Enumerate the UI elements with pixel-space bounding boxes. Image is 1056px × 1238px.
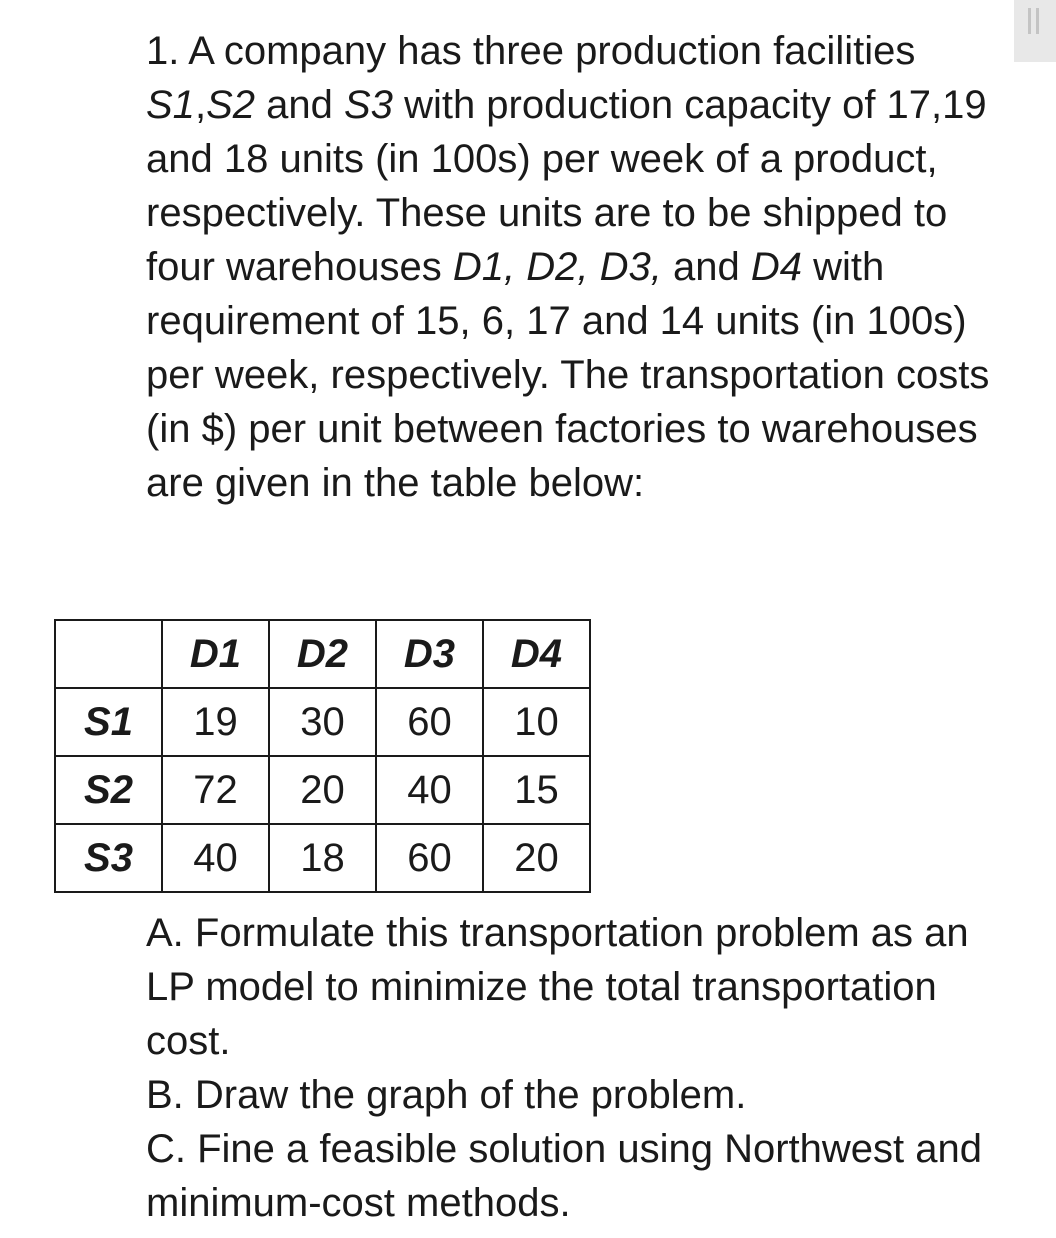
table-cell: 10 <box>483 688 590 756</box>
table-cell: 72 <box>162 756 269 824</box>
table-cell: 40 <box>162 824 269 892</box>
table-cell: 15 <box>483 756 590 824</box>
problem-statement: 1. A company has three production facilities S1,S2 and S3 with production capacity of 17,19 and 18 units (in 100s) per week of a product, respectively. These units are to be shipped to four warehouses D1, D2, D3, and D4 with requirement of 15, 6, 17 and 14 units (in 100s) per week, respectively. The transportation costs (in $) per unit between factories to warehouses are given in the table below: <box>146 29 990 505</box>
facility-s2: S2 <box>206 83 255 127</box>
facility-s3: S3 <box>344 83 393 127</box>
table-corner-cell <box>55 620 162 688</box>
column-header: D2 <box>269 620 376 688</box>
column-header: D1 <box>162 620 269 688</box>
table-cell: 60 <box>376 688 483 756</box>
table-cell: 60 <box>376 824 483 892</box>
cost-table <box>54 619 591 893</box>
row-header: S1 <box>55 688 162 756</box>
grip-line <box>1036 8 1039 34</box>
table-cell: 18 <box>269 824 376 892</box>
problem-number: 1. <box>146 29 180 73</box>
column-header: D4 <box>483 620 590 688</box>
table-cell: 20 <box>483 824 590 892</box>
table-row <box>55 688 590 756</box>
warehouse-d3: D3, <box>599 245 662 289</box>
warehouse-d4: D4 <box>750 245 802 289</box>
table-row <box>55 824 590 892</box>
question-c: C. Fine a feasible solution using Northwest and minimum-cost methods. <box>146 1127 983 1225</box>
grip-line <box>1028 8 1031 34</box>
question-a: A. Formulate this transportation problem as an LP model to minimize the total transportation cost. <box>146 911 969 1063</box>
question-b: B. Draw the graph of the problem. <box>146 1073 747 1117</box>
facility-s1: S1 <box>146 83 195 127</box>
row-header: S3 <box>55 824 162 892</box>
table-row <box>55 756 590 824</box>
questions-list <box>146 906 1026 1230</box>
warehouse-d2: D2, <box>526 245 589 289</box>
row-header: S2 <box>55 756 162 824</box>
table-cell: 30 <box>269 688 376 756</box>
table-cell: 20 <box>269 756 376 824</box>
table-header-row <box>55 620 590 688</box>
table-cell: 40 <box>376 756 483 824</box>
warehouse-d1: D1, <box>452 245 516 289</box>
column-header: D3 <box>376 620 483 688</box>
table-cell: 19 <box>162 688 269 756</box>
